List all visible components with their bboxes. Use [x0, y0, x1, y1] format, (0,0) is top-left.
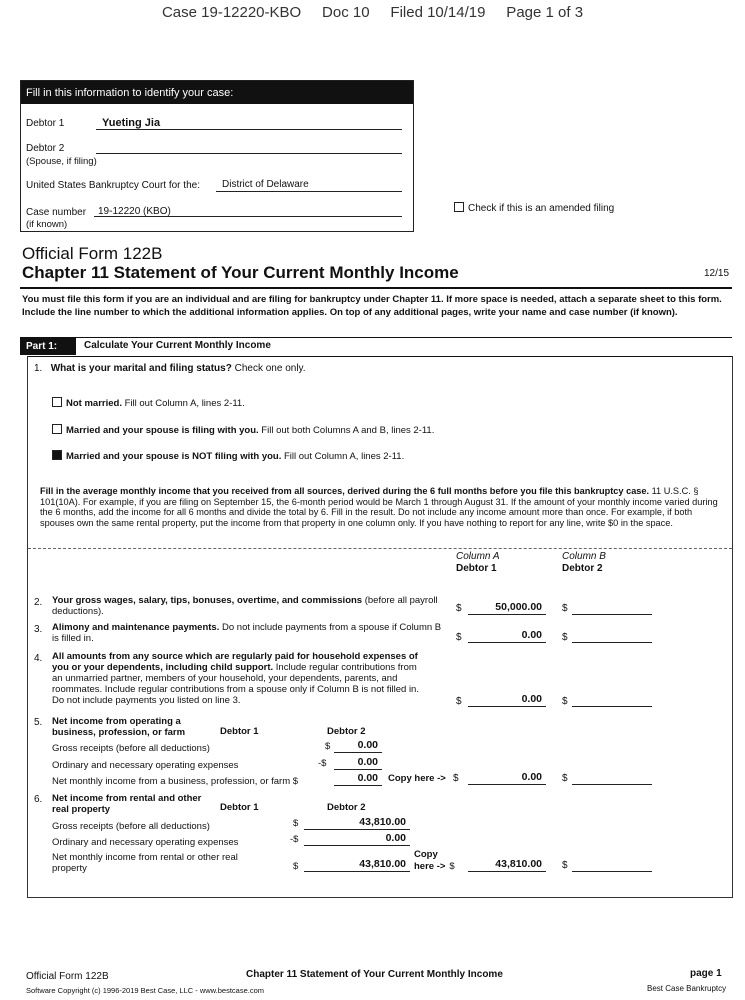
line5-column-a-underline	[468, 784, 546, 785]
line3-rest: Do not include payments from a spouse if Column B is filled in.	[52, 622, 442, 644]
amended-checkbox-box[interactable]	[454, 202, 464, 212]
line6-dollar-b: $	[562, 860, 568, 871]
part1-header-rule	[20, 337, 732, 338]
line6-gross-dollar: $	[293, 818, 299, 829]
line3-bold: Alimony and maintenance payments.	[52, 622, 220, 633]
status-option-not-married[interactable]	[52, 397, 245, 409]
line5-number: 5.	[34, 717, 43, 728]
line6-column-a-value[interactable]: 43,810.00	[495, 858, 542, 870]
line5-copy-here: Copy here ->	[388, 773, 446, 784]
line2-dollar-a: $	[456, 603, 462, 614]
line6-number: 6.	[34, 794, 43, 805]
line3-dollar-a: $	[456, 632, 462, 643]
line6-gross-label: Gross receipts (before all deductions)	[52, 821, 210, 832]
column-b-header	[562, 551, 606, 575]
line5-expenses-debtor2-value[interactable]: 0.00	[357, 756, 378, 768]
line3-column-a-value[interactable]: 0.00	[521, 629, 542, 641]
section-divider	[28, 548, 732, 549]
opt3-bold: Married and your spouse is NOT filing with you.	[66, 451, 282, 462]
case-number-underline	[94, 216, 402, 217]
title-rule	[20, 287, 732, 289]
debtor1-field[interactable]: Yueting Jia	[102, 117, 161, 129]
line2-text	[52, 595, 452, 617]
line6-net-debtor2-value[interactable]: 43,810.00	[359, 858, 406, 870]
column-a-debtor: Debtor 1	[456, 563, 497, 574]
debtor2-sublabel: (Spouse, if filing)	[26, 156, 97, 167]
line5-title: Net income from operating a business, profession, or farm	[52, 716, 186, 738]
opt3-rest: Fill out Column A, lines 2-11.	[281, 451, 405, 462]
case-number-field[interactable]: 19-12220 (KBO)	[98, 206, 171, 217]
line3-text	[52, 622, 442, 644]
column-b-debtor: Debtor 2	[562, 563, 603, 574]
line5-column-a-value[interactable]: 0.00	[521, 771, 542, 783]
line5-gross-debtor2-value[interactable]: 0.00	[357, 739, 378, 751]
part1-tag: Part 1:	[20, 338, 76, 355]
status-option-married-joint[interactable]	[52, 424, 434, 436]
line5-column-b-field[interactable]	[572, 784, 652, 785]
footer-brand: Best Case Bankruptcy	[647, 984, 727, 993]
line6-column-b-field[interactable]	[572, 871, 652, 872]
line5-dollar-a: $	[453, 773, 459, 784]
line4-column-a-value[interactable]: 0.00	[521, 693, 542, 705]
court-underline	[216, 191, 402, 192]
line5-expenses-underline	[334, 769, 382, 770]
fill-instructions-bold: Fill in the average monthly income that you received from all sources, derived during the 6 full months before you file this bankruptcy case.	[40, 486, 650, 496]
form-date: 12/15	[704, 268, 730, 279]
q1-bold: What is your marital and filing status?	[50, 363, 232, 374]
line5-gross-dollar: $	[325, 741, 331, 752]
amended-label: Check if this is an amended filing	[468, 203, 615, 214]
q1-rest: Check one only.	[231, 363, 306, 374]
case-number-label: Case number	[26, 207, 87, 218]
footer-copyright: Software Copyright (c) 1996-2019 Best Case, LLC - www.bestcase.com	[26, 986, 265, 995]
line2-column-a-underline	[468, 614, 546, 615]
line6-column-a-underline	[468, 871, 546, 872]
footer-form-name: Official Form 122B	[26, 971, 109, 982]
line4-column-a-underline	[468, 706, 546, 707]
line5-debtor2-header: Debtor 2	[327, 726, 366, 737]
line6-dollar-a: $	[449, 861, 455, 872]
q1-number: 1.	[34, 363, 43, 374]
line6-title: Net income from rental and other real property	[52, 793, 202, 815]
line6-expenses-minus: -$	[290, 834, 299, 845]
line2-dollar-b: $	[562, 603, 568, 614]
line6-net-label: Net monthly income from rental or other real property	[52, 852, 238, 874]
fill-instructions-rest: 11 U.S.C. § 101(10A). For example, if you are filing on September 15, the 6-month period would be March 1 through August 31. If the amount of your monthly income varied during the 6 months, add the income for all 6 months and divide the total by 6. Fill in the result. Do not include any income amount more than once. For example, if both spouses own the same rental property, put the income from that property in one column only. If you have nothing to report for any line, write $0 in the space.	[40, 486, 718, 528]
line4-rest: Include regular contributions from an unmarried partner, members of your household, your dependents, parents, and roommates. Include regular contributions from a spouse only if Column B is not filled in. Do not include payments you listed on line 3.	[52, 662, 419, 706]
line6-copy-1: Copy	[414, 849, 438, 860]
checkbox-married-separate-checked[interactable]	[52, 450, 62, 460]
case-id-box-title: Fill in this information to identify your case:	[21, 81, 413, 104]
line5-debtor1-header: Debtor 1	[220, 726, 259, 737]
court-field[interactable]: District of Delaware	[222, 179, 309, 190]
line6-copy-here	[414, 849, 455, 873]
line6-copy-2: here ->	[414, 861, 446, 872]
line3-column-a-underline	[468, 642, 546, 643]
debtor1-underline	[96, 129, 402, 130]
line5-dollar-b: $	[562, 773, 568, 784]
fill-instructions	[40, 486, 728, 528]
column-b-label: Column B	[562, 551, 606, 562]
court-stamp: Case 19-12220-KBO Doc 10 Filed 10/14/19 Page 1 of 3	[161, 4, 584, 21]
line2-number: 2.	[34, 597, 43, 608]
line5-gross-underline	[334, 752, 382, 753]
court-label: United States Bankruptcy Court for the:	[26, 180, 200, 191]
opt2-rest: Fill out both Columns A and B, lines 2-11.	[258, 425, 435, 436]
line5-net-label: Net monthly income from a business, profession, or farm $	[52, 776, 299, 787]
form-name: Official Form 122B	[22, 244, 163, 263]
line2-column-b-field[interactable]	[572, 614, 652, 615]
line2-bold: Your gross wages, salary, tips, bonuses, overtime, and commissions	[52, 595, 363, 606]
line4-column-b-field[interactable]	[572, 706, 652, 707]
column-a-label: Column A	[456, 551, 500, 562]
line6-net-underline	[304, 871, 410, 872]
line3-number: 3.	[34, 624, 43, 635]
line6-expenses-label: Ordinary and necessary operating expenses	[52, 837, 239, 848]
form-title: Chapter 11 Statement of Your Current Monthly Income	[22, 263, 459, 282]
line4-text	[52, 651, 420, 706]
line2-rest: (before all payroll deductions).	[52, 595, 438, 617]
opt1-rest: Fill out Column A, lines 2-11.	[121, 398, 245, 409]
line4-dollar-b: $	[562, 696, 568, 707]
line6-expenses-underline	[304, 845, 410, 846]
amended-checkbox[interactable]	[454, 202, 614, 214]
form-intro: You must file this form if you are an individual and are filing for bankruptcy under Chapter 11. If more space is needed, attach a separate sheet to this form. Include the line number to which the additional information applies. On top of any additional pages, write your name and case number (if known).	[22, 294, 722, 318]
line2-column-a-value[interactable]: 50,000.00	[495, 601, 542, 613]
line5-gross-label: Gross receipts (before all deductions)	[52, 743, 210, 754]
debtor1-label: Debtor 1	[26, 118, 65, 129]
line4-number: 4.	[34, 653, 43, 664]
part1-title: Calculate Your Current Monthly Income	[84, 340, 271, 351]
line6-expenses-debtor2-value[interactable]: 0.00	[385, 832, 406, 844]
status-option-married-separate[interactable]	[52, 450, 404, 462]
column-a-header	[456, 551, 500, 575]
line5-expenses-label: Ordinary and necessary operating expenses	[52, 760, 239, 771]
footer-page: page 1	[690, 968, 722, 979]
line3-column-b-field[interactable]	[572, 642, 652, 643]
line6-net-dollar: $	[293, 861, 299, 872]
opt1-bold: Not married.	[66, 398, 122, 409]
line5-expenses-minus: -$	[318, 758, 327, 769]
footer-title: Chapter 11 Statement of Your Current Monthly Income	[246, 969, 503, 980]
line6-gross-underline	[304, 829, 410, 830]
checkbox-married-joint[interactable]	[52, 424, 62, 434]
case-number-sublabel: (if known)	[26, 219, 68, 230]
debtor2-label: Debtor 2	[26, 143, 65, 154]
line6-debtor1-header: Debtor 1	[220, 802, 259, 813]
q1-text	[34, 363, 306, 374]
line5-net-debtor2-value[interactable]: 0.00	[357, 772, 378, 784]
line4-bold: All amounts from any source which are regularly paid for household expenses of you or your dependents, including child support.	[52, 651, 418, 673]
line4-dollar-a: $	[456, 696, 462, 707]
line5-net-underline	[334, 785, 382, 786]
checkbox-not-married[interactable]	[52, 397, 62, 407]
line6-debtor2-header: Debtor 2	[327, 802, 366, 813]
opt2-bold: Married and your spouse is filing with you.	[66, 425, 259, 436]
line3-dollar-b: $	[562, 632, 568, 643]
line6-gross-debtor2-value[interactable]: 43,810.00	[359, 816, 406, 828]
debtor2-field[interactable]	[96, 153, 402, 154]
